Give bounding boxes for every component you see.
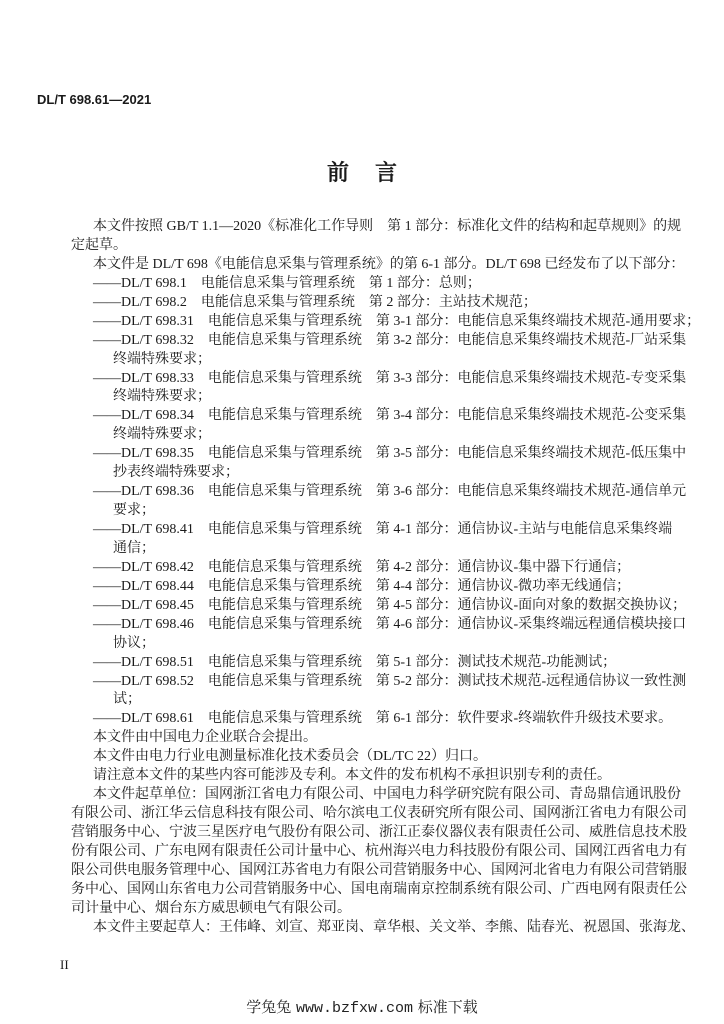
part-code: ——DL/T 698.46 bbox=[93, 616, 194, 632]
page-title: 前言 bbox=[326, 161, 423, 186]
part-title-continuation: 试； bbox=[113, 692, 141, 708]
part-title-continuation: 要求； bbox=[113, 503, 155, 519]
part-item bbox=[71, 710, 673, 729]
part-system: 电能信息采集与管理系统 bbox=[207, 673, 362, 689]
part-code: ——DL/T 698.35 bbox=[93, 446, 194, 462]
parts-list bbox=[71, 275, 701, 730]
part-item bbox=[71, 673, 687, 692]
part-system: 电能信息采集与管理系统 bbox=[207, 578, 362, 594]
part-title: 第 5-1 部分：测试技术规范-功能测试； bbox=[375, 654, 617, 670]
drafting-units-line: 份有限公司、广东电网有限责任公司计量中心、杭州海兴电力科技股份有限公司、国网江西省电力有 bbox=[71, 843, 687, 859]
part-code: ——DL/T 698.61 bbox=[93, 711, 194, 727]
part-item bbox=[71, 313, 701, 332]
part-item bbox=[71, 578, 655, 597]
part-title: 第 2 部分：主站技术规范； bbox=[368, 294, 537, 310]
part-title: 第 4-5 部分：通信协议-面向对象的数据交换协议； bbox=[375, 597, 687, 613]
main-drafters: 本文件主要起草人：王伟峰、刘宣、郑亚岗、章华根、关文举、李熊、陆春光、祝恩国、张海龙、 bbox=[93, 919, 695, 935]
part-title: 第 3-6 部分：电能信息采集终端技术规范-通信单元 bbox=[375, 484, 687, 500]
part-title-continuation: 终端特殊要求； bbox=[113, 351, 211, 367]
part-system: 电能信息采集与管理系统 bbox=[207, 711, 362, 727]
part-title-continuation: 终端特殊要求； bbox=[113, 427, 211, 443]
part-title-continuation: 通信； bbox=[113, 540, 155, 556]
part-code: ——DL/T 698.32 bbox=[93, 332, 194, 348]
part-title: 第 4-4 部分：通信协议-微功率无线通信； bbox=[375, 578, 631, 594]
part-title: 第 6-1 部分：软件要求-终端软件升级技术要求。 bbox=[375, 711, 673, 727]
part-item bbox=[71, 370, 687, 389]
part-code: ——DL/T 698.42 bbox=[93, 559, 194, 575]
part-system: 电能信息采集与管理系统 bbox=[207, 370, 362, 386]
part-system: 电能信息采集与管理系统 bbox=[200, 275, 355, 291]
part-title: 第 4-1 部分：通信协议-主站与电能信息采集终端 bbox=[375, 522, 673, 537]
part-system: 电能信息采集与管理系统 bbox=[207, 446, 362, 462]
part-item bbox=[71, 407, 687, 426]
intro-paragraph-line: 定起草。 bbox=[71, 237, 127, 253]
series-paragraph: 本文件是 DL/T 698《电能信息采集与管理系统》的第 6-1 部分。DL/T 698 已经发布了以下部分： bbox=[93, 256, 685, 272]
part-item bbox=[71, 597, 687, 616]
part-code: ——DL/T 698.44 bbox=[93, 578, 194, 594]
proposed-by: 本文件由中国电力企业联合会提出。 bbox=[93, 730, 317, 746]
part-system: 电能信息采集与管理系统 bbox=[207, 597, 362, 613]
part-system: 电能信息采集与管理系统 bbox=[200, 294, 355, 310]
part-title-continuation: 终端特殊要求； bbox=[113, 389, 211, 405]
drafting-units-line: 限公司供电服务管理中心、国网江苏省电力有限公司营销服务中心、国网河北省电力有限公司营销服 bbox=[71, 862, 687, 878]
document-number: DL/T 698.61—2021 bbox=[37, 92, 152, 107]
part-item bbox=[71, 445, 687, 464]
part-system: 电能信息采集与管理系统 bbox=[207, 313, 362, 329]
intro-paragraph-line: 本文件按照 GB/T 1.1—2020《标准化工作导则 第 1 部分：标准化文件的结构和起草规则》的规 bbox=[93, 219, 682, 234]
part-system: 电能信息采集与管理系统 bbox=[207, 522, 362, 537]
part-title: 第 1 部分：总则； bbox=[368, 275, 481, 291]
part-title: 第 3-4 部分：电能信息采集终端技术规范-公变采集 bbox=[375, 408, 687, 424]
drafting-units-line: 司计量中心、烟台东方威思顿电气有限公司。 bbox=[71, 900, 351, 916]
part-code: ——DL/T 698.33 bbox=[93, 370, 194, 386]
part-item bbox=[71, 521, 673, 540]
part-title-continuation: 协议； bbox=[113, 635, 155, 651]
part-item bbox=[71, 559, 655, 578]
watermark-label: 标准下载 bbox=[417, 998, 478, 1016]
drafting-units-line: 营销服务中心、宁波三星医疗电气股份有限公司、浙江正泰仪器仪表有限责任公司、威胜信息技术股 bbox=[71, 825, 687, 840]
part-title: 第 3-3 部分：电能信息采集终端技术规范-专变采集 bbox=[375, 370, 687, 386]
part-item bbox=[71, 483, 687, 502]
part-item bbox=[71, 275, 655, 294]
part-title: 第 5-2 部分：测试技术规范-远程通信协议一致性测 bbox=[375, 673, 687, 689]
foreword-body bbox=[71, 218, 701, 938]
watermark-url[interactable]: www.bzfxw.com bbox=[295, 1000, 414, 1017]
part-system: 电能信息采集与管理系统 bbox=[207, 332, 362, 348]
part-system: 电能信息采集与管理系统 bbox=[207, 559, 362, 575]
part-code: ——DL/T 698.52 bbox=[93, 673, 194, 689]
watermark bbox=[0, 996, 724, 1017]
part-title: 第 4-6 部分：通信协议-采集终端远程通信模块接口 bbox=[375, 616, 687, 632]
part-item bbox=[71, 294, 655, 313]
part-code: ——DL/T 698.36 bbox=[93, 484, 194, 500]
part-system: 电能信息采集与管理系统 bbox=[207, 484, 362, 500]
part-code: ——DL/T 698.1 bbox=[93, 275, 187, 291]
part-item bbox=[71, 616, 687, 635]
drafting-units-line: 本文件起草单位：国网浙江省电力有限公司、中国电力科学研究院有限公司、青岛鼎信通讯股份 bbox=[93, 787, 681, 803]
part-system: 电能信息采集与管理系统 bbox=[207, 654, 362, 670]
drafting-units-line: 有限公司、浙江华云信息科技有限公司、哈尔滨电工仪表研究所有限公司、国网浙江省电力有限公司 bbox=[71, 806, 687, 822]
part-code: ——DL/T 698.51 bbox=[93, 654, 194, 670]
part-code: ——DL/T 698.41 bbox=[93, 522, 194, 537]
part-code: ——DL/T 698.45 bbox=[93, 597, 194, 613]
part-item bbox=[71, 332, 687, 351]
part-title: 第 3-1 部分：电能信息采集终端技术规范-通用要求； bbox=[375, 313, 701, 329]
part-item bbox=[71, 654, 655, 673]
part-title: 第 4-2 部分：通信协议-集中器下行通信； bbox=[375, 559, 631, 575]
patent-notice: 请注意本文件的某些内容可能涉及专利。本文件的发布机构不承担识别专利的责任。 bbox=[93, 768, 611, 784]
part-code: ——DL/T 698.2 bbox=[93, 294, 187, 310]
part-title-continuation: 抄表终端特殊要求； bbox=[113, 465, 239, 481]
part-code: ——DL/T 698.34 bbox=[93, 408, 194, 424]
part-code: ——DL/T 698.31 bbox=[93, 313, 194, 329]
page-number: II bbox=[60, 957, 69, 972]
part-system: 电能信息采集与管理系统 bbox=[207, 616, 362, 632]
drafting-units-line: 务中心、国网山东省电力公司营销服务中心、国电南瑞南京控制系统有限公司、广西电网有限责任公 bbox=[71, 881, 687, 897]
part-system: 电能信息采集与管理系统 bbox=[207, 408, 362, 424]
part-title: 第 3-5 部分：电能信息采集终端技术规范-低压集中 bbox=[375, 446, 687, 462]
managed-by: 本文件由电力行业电测量标准化技术委员会（DL/TC 22）归口。 bbox=[93, 749, 487, 765]
watermark-site: 学兔兔 bbox=[246, 998, 292, 1016]
part-title: 第 3-2 部分：电能信息采集终端技术规范-厂站采集 bbox=[375, 332, 687, 348]
